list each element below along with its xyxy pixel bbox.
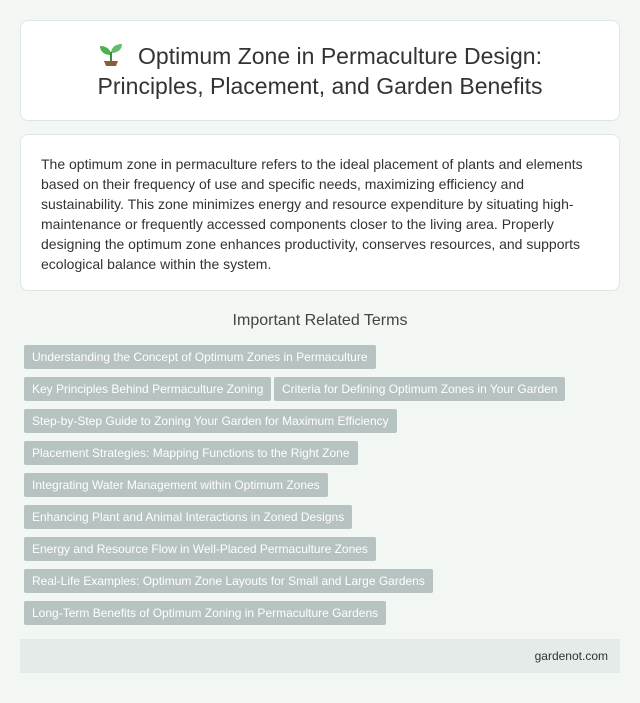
terms-heading: Important Related Terms <box>232 312 408 329</box>
term-tag[interactable]: Criteria for Defining Optimum Zones in Your Garden <box>274 377 565 401</box>
page-title-text: Optimum Zone in Permaculture Design: Principles, Placement, and Garden Benefits <box>97 42 543 99</box>
term-tag[interactable]: Step-by-Step Guide to Zoning Your Garden for Maximum Efficiency <box>24 409 397 433</box>
term-tag[interactable]: Long-Term Benefits of Optimum Zoning in Permaculture Gardens <box>24 601 386 625</box>
footer-site[interactable]: gardenot.com <box>534 649 608 663</box>
term-tag[interactable]: Placement Strategies: Mapping Functions to the Right Zone <box>24 441 358 465</box>
term-tag[interactable]: Enhancing Plant and Animal Interactions in Zoned Designs <box>24 505 352 529</box>
term-tag[interactable]: Energy and Resource Flow in Well-Placed Permaculture Zones <box>24 537 376 561</box>
sprout-icon <box>98 42 124 66</box>
term-tag[interactable]: Integrating Water Management within Optimum Zones <box>24 473 328 497</box>
footer <box>20 639 620 673</box>
description-card <box>20 134 620 291</box>
title-card <box>20 20 620 121</box>
term-tag[interactable]: Real-Life Examples: Optimum Zone Layouts for Small and Large Gardens <box>24 569 433 593</box>
term-tag[interactable]: Understanding the Concept of Optimum Zones in Permaculture <box>24 345 376 369</box>
page-title <box>21 41 619 101</box>
term-tag[interactable]: Key Principles Behind Permaculture Zoning <box>24 377 271 401</box>
description-text: The optimum zone in permaculture refers to the ideal placement of plants and elements based on their frequency of use and specific needs, maximizing efficiency and sustainability. This zone minimizes energy and resource expenditure by situating high-maintenance or frequently accessed components closer to the living area. Properly designing the optimum zone enhances productivity, conserves resources, and supports ecological balance within the system. <box>41 156 583 272</box>
